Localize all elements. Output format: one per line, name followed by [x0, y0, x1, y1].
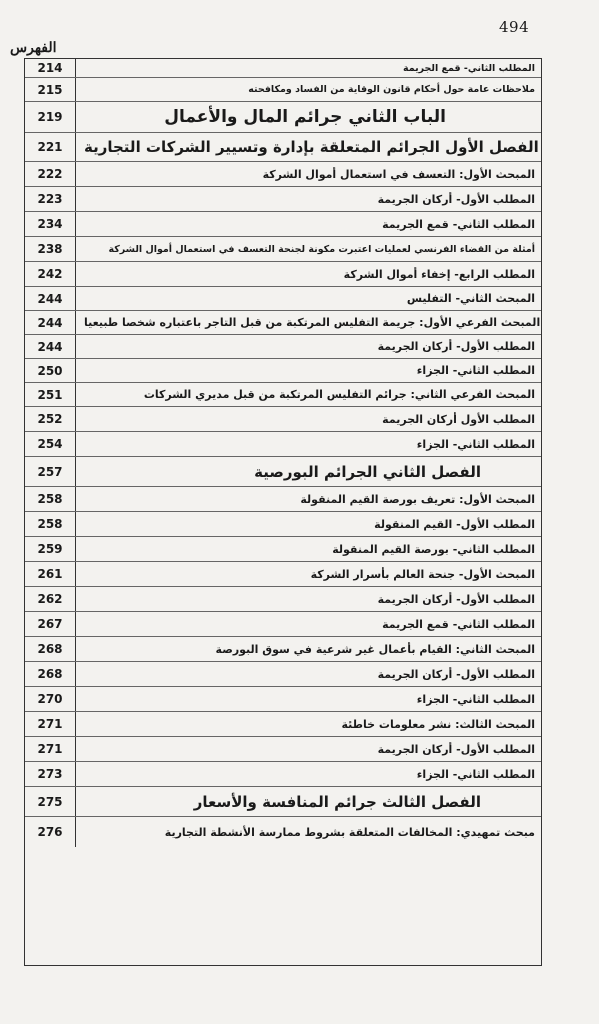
toc-entry-title: المبحث الثاني: القيام بأعمال غير شرعية في سوق البورصة	[215, 642, 535, 656]
toc-row	[25, 537, 541, 562]
toc-page-number: 262	[25, 587, 76, 611]
toc-entry-title: الفصل الثالث جرائم المنافسة والأسعار	[193, 792, 481, 811]
toc-row	[25, 512, 541, 537]
toc-page-number: 214	[25, 59, 76, 77]
toc-page-number: 268	[25, 662, 76, 686]
toc-entry-title: المطلب الثاني- قمع الجريمة	[382, 217, 535, 231]
toc-row	[25, 612, 541, 637]
toc-entry-title: المطلب الأول- أركان الجريمة	[377, 340, 535, 353]
toc-entry-title: المطلب الرابع- إخفاء أموال الشركة	[343, 267, 535, 281]
toc-page-number: 271	[25, 737, 76, 761]
toc-page-number: 223	[25, 187, 76, 211]
toc-entry-title: المطلب الثاني- قمع الجريمة	[402, 62, 535, 74]
toc-row	[25, 487, 541, 512]
toc-page-number: 268	[25, 637, 76, 661]
toc-entry-title: المطلب الأول- أركان الجريمة	[377, 592, 535, 606]
toc-entry-title: المطلب الثاني- قمع الجريمة	[382, 617, 535, 631]
toc-row	[25, 287, 541, 311]
toc-page-number: 267	[25, 612, 76, 636]
toc-page-number: 251	[25, 383, 76, 406]
toc-page-number: 258	[25, 487, 76, 511]
toc-entry-title: المبحث الفرعي الثاني: جرائم التفليس المرتكبة من قبل مديري الشركات	[143, 388, 535, 401]
toc-page-number: 273	[25, 762, 76, 786]
toc-entry-title: الفصل الأول الجرائم المتعلقة بإدارة وتسيير الشركات التجارية	[84, 138, 539, 156]
toc-page-number: 242	[25, 262, 76, 286]
toc-entry-title: أمثلة من القضاء الفرنسي لعمليات اعتبرت مكونة لجنحة التعسف في استعمال أموال الشركة	[108, 243, 535, 255]
toc-page-number: 222	[25, 162, 76, 186]
toc-row	[25, 237, 541, 262]
toc-entry-title: المبحث الثالث: نشر معلومات خاطئة	[341, 717, 535, 731]
toc-row	[25, 133, 541, 162]
toc-page-number: 250	[25, 359, 76, 382]
toc-row	[25, 311, 541, 335]
toc-page-number: 271	[25, 712, 76, 736]
toc-page-number: 244	[25, 335, 76, 358]
toc-entry-title: المطلب الثاني- بورصة القيم المنقولة	[332, 542, 535, 556]
toc-row	[25, 562, 541, 587]
toc-page-number: 221	[25, 133, 76, 161]
toc-row	[25, 712, 541, 737]
toc-row	[25, 59, 541, 78]
toc-entry-title: الفصل الثاني الجرائم البورصية	[254, 462, 481, 481]
toc-entry-title: ملاحظات عامة حول أحكام قانون الوقاية من الفساد ومكافحته	[248, 84, 535, 95]
toc-page-number: 275	[25, 787, 76, 816]
toc-row	[25, 407, 541, 432]
toc-row	[25, 212, 541, 237]
table-of-contents	[24, 58, 542, 966]
toc-row	[25, 587, 541, 612]
toc-entry-title: المطلب الثاني- الجزاء	[416, 692, 535, 706]
toc-page-number: 276	[25, 817, 76, 847]
running-header: الفهرس	[10, 40, 57, 56]
toc-entry-title: المطلب الأول- أركان الجريمة	[377, 192, 535, 206]
toc-row	[25, 162, 541, 187]
toc-row	[25, 383, 541, 407]
toc-page-number: 234	[25, 212, 76, 236]
toc-entry-title: المبحث الأول: تعريف بورصة القيم المنقولة	[300, 492, 535, 506]
toc-page-number: 258	[25, 512, 76, 536]
page-number: 494	[499, 18, 530, 36]
toc-page-number: 252	[25, 407, 76, 431]
toc-row	[25, 637, 541, 662]
toc-entry-title: المبحث الفرعي الأول: جريمة التفليس المرتكبة من قبل التاجر باعتباره شخصا طبيعيا	[84, 316, 541, 329]
toc-entry-title: المطلب الأول- أركان الجريمة	[377, 742, 535, 756]
toc-page-number: 259	[25, 537, 76, 561]
toc-entry-title: المبحث الثاني- التفليس	[406, 292, 535, 305]
toc-entry-title: المطلب الأول- القيم المنقولة	[374, 517, 535, 531]
toc-row	[25, 457, 541, 487]
toc-row	[25, 262, 541, 287]
toc-entry-title: المطلب الثاني- الجزاء	[416, 767, 535, 781]
toc-entry-title: المبحث الأول- جنحة العالم بأسرار الشركة	[310, 567, 535, 581]
toc-entry-title: المبحث الأول: التعسف في استعمال أموال الشركة	[262, 167, 535, 181]
toc-row	[25, 687, 541, 712]
toc-entry-title: المطلب الأول- أركان الجريمة	[377, 667, 535, 681]
toc-page-number: 270	[25, 687, 76, 711]
toc-row	[25, 359, 541, 383]
toc-entry-title: مبحث تمهيدي: المخالفات المتعلقة بشروط ممارسة الأنشطة التجارية	[164, 825, 535, 839]
toc-entry-title: المطلب الثاني- الجزاء	[416, 437, 535, 451]
toc-row	[25, 432, 541, 457]
toc-entry-title: المطلب الثاني- الجزاء	[416, 364, 535, 377]
toc-row	[25, 817, 541, 847]
toc-page-number: 254	[25, 432, 76, 456]
toc-row	[25, 78, 541, 102]
toc-page-number: 257	[25, 457, 76, 486]
toc-entry-title: الباب الثاني جرائم المال والأعمال	[164, 107, 446, 127]
toc-row	[25, 335, 541, 359]
toc-page-number: 219	[25, 102, 76, 132]
toc-page-number: 244	[25, 287, 76, 310]
toc-row	[25, 787, 541, 817]
toc-page-number: 215	[25, 78, 76, 101]
toc-row	[25, 737, 541, 762]
toc-page-number: 261	[25, 562, 76, 586]
toc-row	[25, 762, 541, 787]
toc-page-number: 238	[25, 237, 76, 261]
toc-page-number: 244	[25, 311, 76, 334]
toc-row	[25, 102, 541, 133]
toc-row	[25, 187, 541, 212]
toc-row	[25, 662, 541, 687]
toc-entry-title: المطلب الأول أركان الجريمة	[382, 412, 535, 426]
